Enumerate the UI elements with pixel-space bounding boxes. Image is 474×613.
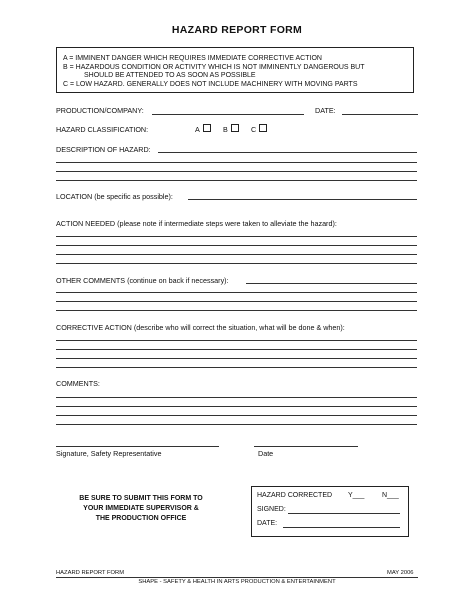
hazard-corrected-box bbox=[251, 486, 409, 537]
description-line[interactable] bbox=[56, 162, 417, 163]
hazard-classification-label: HAZARD CLASSIFICATION: bbox=[56, 125, 149, 134]
class-a-label: A bbox=[195, 125, 200, 134]
legend-b-line1: B = HAZARDOUS CONDITION OR ACTIVITY WHICH IS NOT IMMINENTLY DANGEROUS BUT bbox=[63, 64, 365, 71]
date-field[interactable] bbox=[342, 114, 418, 115]
comments-line[interactable] bbox=[56, 424, 417, 425]
action-needed-line[interactable] bbox=[56, 245, 417, 246]
signed-label: SIGNED: bbox=[257, 506, 286, 513]
class-c-checkbox[interactable] bbox=[259, 124, 267, 132]
class-b-label: B bbox=[223, 125, 228, 134]
footer-divider bbox=[56, 577, 418, 578]
legend-b-line2: SHOULD BE ATTENDED TO AS SOON AS POSSIBLE bbox=[84, 72, 256, 79]
other-comments-line[interactable] bbox=[56, 292, 417, 293]
action-needed-label: ACTION NEEDED (please note if intermediate steps were taken to alleviate the hazard): bbox=[56, 219, 337, 228]
class-b-checkbox[interactable] bbox=[231, 124, 239, 132]
production-company-field[interactable] bbox=[152, 114, 304, 115]
corrective-action-label: CORRECTIVE ACTION (describe who will correct the situation, what will be done & when): bbox=[56, 323, 345, 332]
action-needed-line[interactable] bbox=[56, 254, 417, 255]
action-needed-line[interactable] bbox=[56, 236, 417, 237]
description-line[interactable] bbox=[56, 171, 417, 172]
production-company-label: PRODUCTION/COMPANY: bbox=[56, 106, 144, 115]
submit-instructions bbox=[66, 494, 216, 524]
corrective-action-line[interactable] bbox=[56, 349, 417, 350]
corrected-date-field[interactable] bbox=[283, 527, 400, 528]
class-a-checkbox[interactable] bbox=[203, 124, 211, 132]
corrected-date-label: DATE: bbox=[257, 520, 278, 527]
signed-field[interactable] bbox=[288, 513, 400, 514]
footer-center: SHAPE - SAFETY & HEALTH IN ARTS PRODUCTION & ENTERTAINMENT bbox=[138, 579, 336, 585]
other-comments-line[interactable] bbox=[56, 310, 417, 311]
date-label: DATE: bbox=[315, 106, 336, 115]
signature-date-line[interactable] bbox=[254, 446, 358, 447]
location-label: LOCATION (be specific as possible): bbox=[56, 192, 173, 201]
comments-label: COMMENTS: bbox=[56, 379, 100, 388]
legend-c: C = LOW HAZARD. GENERALLY DOES NOT INCLUDE MACHINERY WITH MOVING PARTS bbox=[63, 81, 358, 88]
footer-left: HAZARD REPORT FORM bbox=[56, 570, 125, 576]
other-comments-line[interactable] bbox=[246, 283, 417, 284]
other-comments-line[interactable] bbox=[56, 301, 417, 302]
comments-line[interactable] bbox=[56, 415, 417, 416]
corrective-action-line[interactable] bbox=[56, 340, 417, 341]
footer-right: MAY 2006 bbox=[387, 570, 414, 576]
comments-line[interactable] bbox=[56, 397, 417, 398]
description-label: DESCRIPTION OF HAZARD: bbox=[56, 145, 151, 154]
signature-date-label: Date bbox=[258, 449, 274, 458]
signature-label: Signature, Safety Representative bbox=[56, 449, 162, 458]
other-comments-label: OTHER COMMENTS (continue on back if necessary): bbox=[56, 276, 229, 285]
action-needed-line[interactable] bbox=[56, 263, 417, 264]
corrective-action-line[interactable] bbox=[56, 367, 417, 368]
corrected-no-field[interactable]: N___ bbox=[382, 492, 399, 499]
submit-note-line: YOUR IMMEDIATE SUPERVISOR & bbox=[83, 505, 199, 512]
comments-line[interactable] bbox=[56, 406, 417, 407]
hazard-legend-box bbox=[56, 47, 414, 93]
legend-a: A = IMMINENT DANGER WHICH REQUIRES IMMEDIATE CORRECTIVE ACTION bbox=[63, 55, 322, 62]
signature-line[interactable] bbox=[56, 446, 219, 447]
description-line[interactable] bbox=[158, 152, 417, 153]
form-title: HAZARD REPORT FORM bbox=[171, 24, 303, 36]
hazard-corrected-label: HAZARD CORRECTED bbox=[257, 492, 333, 499]
description-line[interactable] bbox=[56, 180, 417, 181]
location-field[interactable] bbox=[188, 199, 417, 200]
corrected-yes-field[interactable]: Y___ bbox=[348, 492, 365, 499]
class-c-label: C bbox=[251, 125, 257, 134]
corrective-action-line[interactable] bbox=[56, 358, 417, 359]
submit-note-line: THE PRODUCTION OFFICE bbox=[95, 515, 187, 522]
submit-note-line: BE SURE TO SUBMIT THIS FORM TO bbox=[79, 495, 203, 502]
